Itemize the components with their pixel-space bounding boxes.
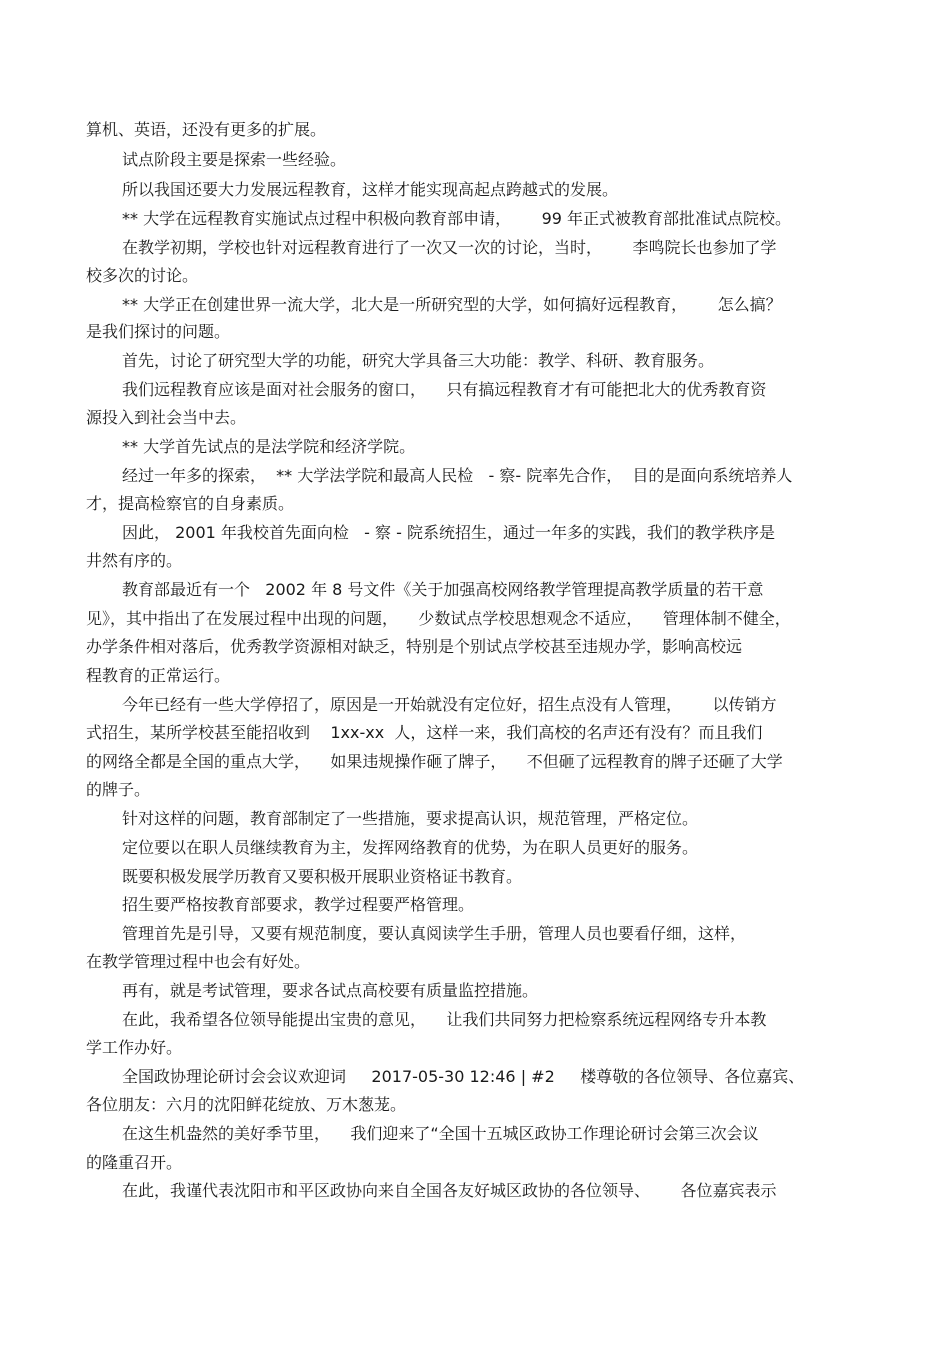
- text-line: 在此，我谨代表沈阳市和平区政协向来自全国各友好城区政协的各位领导、 各位嘉宾表示: [122, 1181, 777, 1200]
- text-line: ** 大学首先试点的是法学院和经济学院。: [122, 437, 416, 456]
- text-line: 办学条件相对落后，优秀教学资源相对缺乏，特别是个别试点学校甚至违规办学，影响高校远: [86, 637, 743, 656]
- text-line: 的隆重召开。: [86, 1153, 183, 1172]
- text-line: 既要积极发展学历教育又要积极开展职业资格证书教育。: [122, 867, 523, 886]
- text-line: 算机、英语，还没有更多的扩展。: [86, 120, 327, 139]
- text-line: 式招生，某所学校甚至能招收到 1xx-xx 人，这样一来，我们高校的名声还有没有？而且我们: [86, 723, 763, 742]
- text-line: 在教学初期，学校也针对远程教育进行了一次又一次的讨论，当时， 李鸣院长也参加了学: [122, 238, 777, 257]
- text-line: 见》，其中指出了在发展过程中出现的问题， 少数试点学校思想观念不适应， 管理体制不健全，: [86, 609, 791, 628]
- text-line: 井然有序的。: [86, 551, 183, 570]
- text-line: 的网络全都是全国的重点大学， 如果违规操作砸了牌子， 不但砸了远程教育的牌子还砸了大学: [86, 752, 783, 771]
- text-line: 在教学管理过程中也会有好处。: [86, 952, 311, 971]
- text-line: 管理首先是引导，又要有规范制度，要认真阅读学生手册，管理人员也要看仔细，这样，: [122, 924, 747, 943]
- text-line: 是我们探讨的问题。: [86, 322, 231, 341]
- text-line: 校多次的讨论。: [86, 266, 199, 285]
- text-line: 程教育的正常运行。: [86, 666, 231, 685]
- text-line: 在此，我希望各位领导能提出宝贵的意见， 让我们共同努力把检察系统远程网络专升本教: [122, 1010, 767, 1029]
- text-line: 经过一年多的探索， ** 大学法学院和最高人民检 - 察- 院率先合作， 目的是面向系统培养人: [122, 466, 793, 485]
- text-line: 源投入到社会当中去。: [86, 408, 247, 427]
- text-line: 首先，讨论了研究型大学的功能，研究大学具备三大功能：教学、科研、教育服务。: [122, 351, 715, 370]
- text-line: 的牌子。: [86, 780, 151, 799]
- text-line: ** 大学正在创建世界一流大学，北大是一所研究型的大学，如何搞好远程教育， 怎么搞？: [122, 295, 782, 314]
- text-line: 再有，就是考试管理，要求各试点高校要有质量监控措施。: [122, 981, 539, 1000]
- text-line: 针对这样的问题，教育部制定了一些措施，要求提高认识，规范管理，严格定位。: [122, 809, 699, 828]
- text-line: 我们远程教育应该是面对社会服务的窗口， 只有搞远程教育才有可能把北大的优秀教育资: [122, 380, 767, 399]
- text-line: 教育部最近有一个 2002 年 8 号文件《关于加强高校网络教学管理提高教学质量的若干意: [122, 580, 764, 599]
- text-line: 学工作办好。: [86, 1038, 183, 1057]
- text-line: 才，提高检察官的自身素质。: [86, 494, 295, 513]
- text-line: 因此， 2001 年我校首先面向检 - 察 - 院系统招生，通过一年多的实践，我们的教学秩序是: [122, 523, 775, 542]
- text-line: 今年已经有一些大学停招了，原因是一开始就没有定位好，招生点没有人管理， 以传销方: [122, 695, 777, 714]
- text-line: 所以我国还要大力发展远程教育，这样才能实现高起点跨越式的发展。: [122, 180, 619, 199]
- text-line: 试点阶段主要是探索一些经验。: [122, 150, 347, 169]
- text-line: 全国政协理论研讨会会议欢迎词 2017-05-30 12:46 | #2 楼尊敬的各位领导、各位嘉宾、: [122, 1067, 805, 1086]
- text-line: 在这生机盎然的美好季节里， 我们迎来了“全国十五城区政协工作理论研讨会第三次会议: [122, 1124, 759, 1143]
- text-line: 各位朋友：六月的沈阳鲜花绽放、万木葱茏。: [86, 1095, 407, 1114]
- text-line: 招生要严格按教育部要求，教学过程要严格管理。: [122, 895, 475, 914]
- text-line: ** 大学在远程教育实施试点过程中积极向教育部申请， 99 年正式被教育部批准试点院校。: [122, 209, 792, 228]
- text-line: 定位要以在职人员继续教育为主，发挥网络教育的优势，为在职人员更好的服务。: [122, 838, 699, 857]
